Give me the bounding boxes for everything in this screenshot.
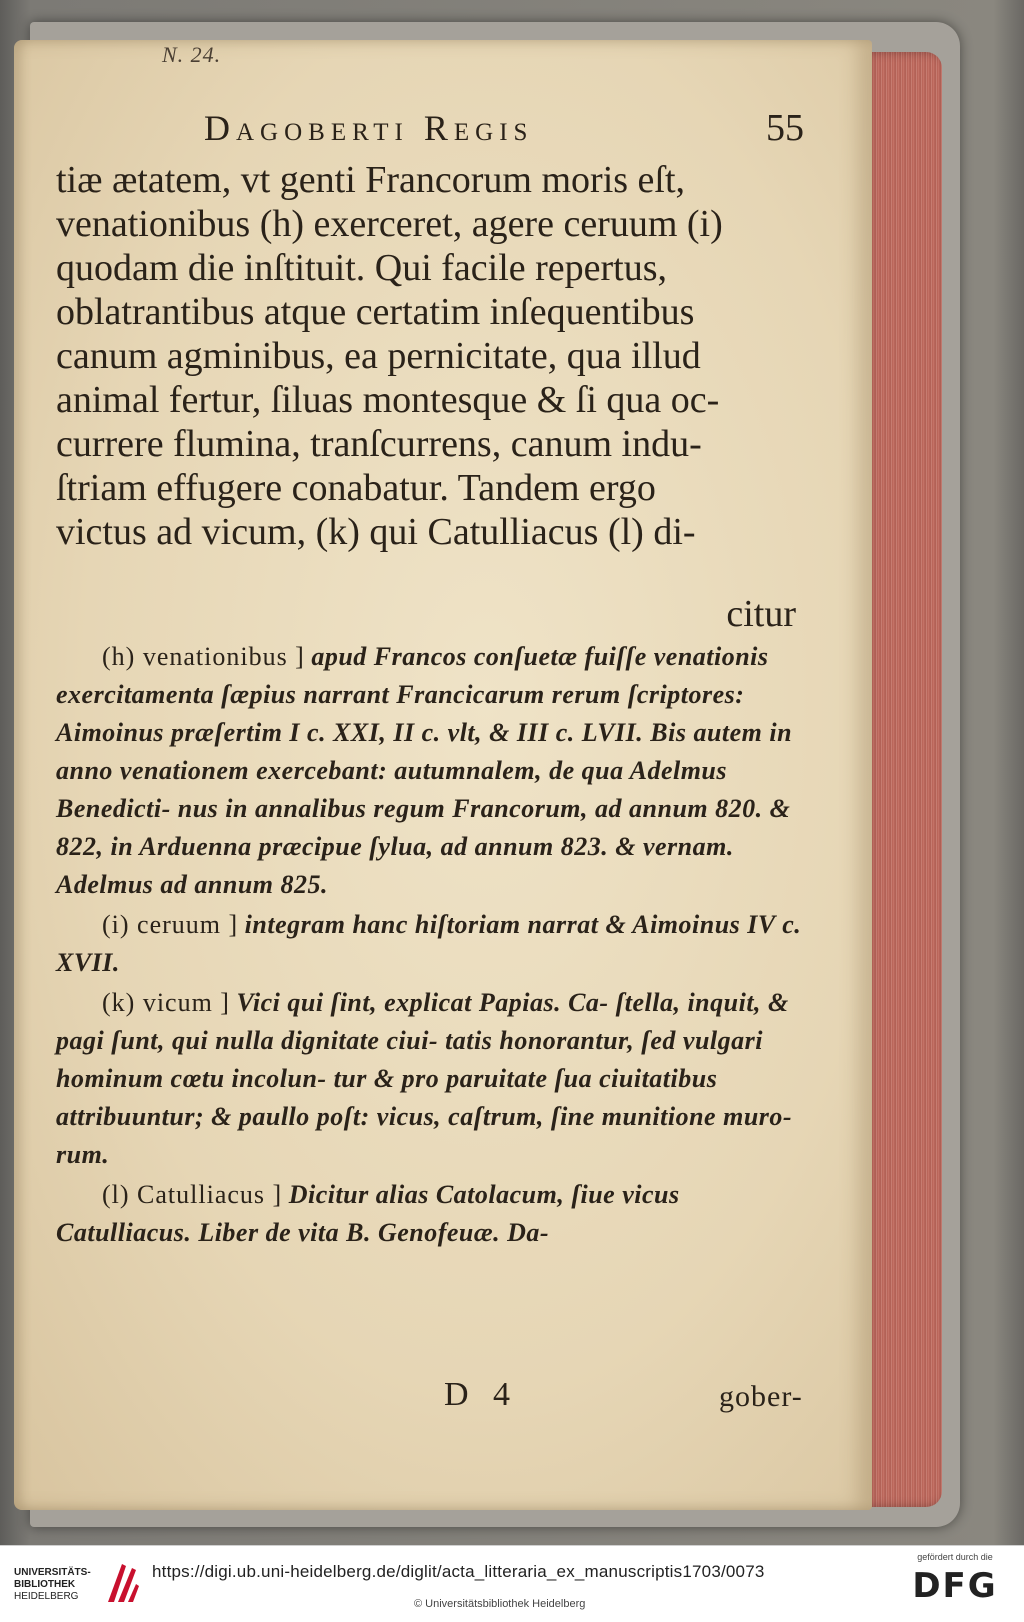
footnote-h bbox=[56, 638, 816, 904]
catchword: gober- bbox=[719, 1380, 803, 1413]
library-name: UNIVERSITÄTS- BIBLIOTHEK HEIDELBERG bbox=[14, 1567, 91, 1602]
footnote-text: Dicitur alias Catolacum, ſiue vicus Catulliacus. Liber de vita B. Genofeuæ. Da- bbox=[56, 1180, 680, 1247]
text-line: victus ad vicum, (k) qui Catulliacus (l) di- bbox=[56, 511, 696, 553]
footnote-lemma: (i) ceruum ] bbox=[102, 910, 239, 939]
footnote-text: integram hanc hiſtoriam narrat & Aimoinus IV c. XVII. bbox=[56, 910, 802, 977]
footnote-l bbox=[56, 1176, 816, 1252]
copyright-notice: © Universitätsbibliothek Heidelberg bbox=[414, 1598, 586, 1610]
manuscript-mark: N. 24. bbox=[162, 42, 222, 67]
text-line: animal fertur, ſiluas montesque & ſi qua oc- bbox=[56, 379, 720, 421]
dfg-logo: DFG bbox=[912, 1566, 998, 1606]
running-head bbox=[204, 106, 804, 150]
signature-mark: D 4 bbox=[444, 1376, 519, 1413]
main-text bbox=[56, 158, 816, 554]
page-number: 55 bbox=[766, 107, 804, 149]
running-title: Dagoberti Regis bbox=[204, 108, 534, 148]
footnotes bbox=[56, 638, 816, 1254]
footnote-lemma: (k) vicum ] bbox=[102, 988, 230, 1017]
permalink-url[interactable]: https://digi.ub.uni-heidelberg.de/diglit/acta_litteraria_ex_manuscriptis1703/0073 bbox=[152, 1562, 765, 1581]
text-line: tiæ ætatem, vt genti Francorum moris eſt, bbox=[56, 159, 686, 201]
viewer-footer bbox=[0, 1545, 1024, 1622]
text-line: venationibus (h) exerceret, agere ceruum (i) bbox=[56, 203, 723, 245]
page-edges bbox=[862, 52, 942, 1507]
text-line: canum agminibus, ea pernicitate, qua illud bbox=[56, 335, 701, 377]
book-page bbox=[14, 40, 872, 1510]
line-continuation: citur bbox=[726, 593, 796, 635]
footnote-i bbox=[56, 906, 816, 982]
footnote-k bbox=[56, 984, 816, 1174]
text-line: ſtriam effugere conabatur. Tandem ergo bbox=[56, 467, 656, 509]
footnote-text: Vici qui ſint, explicat Papias. Ca- ſtella, inquit, & pagi ſunt, qui nulla dignitate ciui- tatis honorantur, ſed vulgari hominum cœtu incolun- tur & pro paruitate ſua ciuitatibus attribuuntur; & paullo poſt: vicus, caſtrum, ſine munitione muro- rum. bbox=[56, 988, 793, 1169]
text-line: quodam die inſtituit. Qui facile repertus, bbox=[56, 247, 668, 289]
library-emblem-icon bbox=[102, 1558, 142, 1608]
footnote-lemma: (l) Catulliacus ] bbox=[102, 1180, 283, 1209]
footnote-text: apud Francos conſuetæ fuiſſe venationis exercitamenta ſæpius narrant Francicarum rerum ſcriptores: Aimoinus præſertim I c. XXI, II c. vlt, & III c. LVII. Bis autem in anno venationem exercebant: autumnalem, de qua Adelmus Benedicti- nus in annalibus regum Francorum, ad annum 820. & 822, in Arduenna præcipue ſylua, ad annum 823. & vernam. Adelmus ad annum 825. bbox=[56, 642, 793, 899]
funding-label: gefördert durch die bbox=[917, 1552, 993, 1562]
footnote-lemma: (h) venationibus ] bbox=[102, 642, 305, 671]
dfg-funding-logo[interactable] bbox=[900, 1552, 1010, 1616]
text-line: oblatrantibus atque certatim inſequentibus bbox=[56, 291, 695, 333]
text-line: currere flumina, tranſcurrens, canum indu- bbox=[56, 423, 702, 465]
